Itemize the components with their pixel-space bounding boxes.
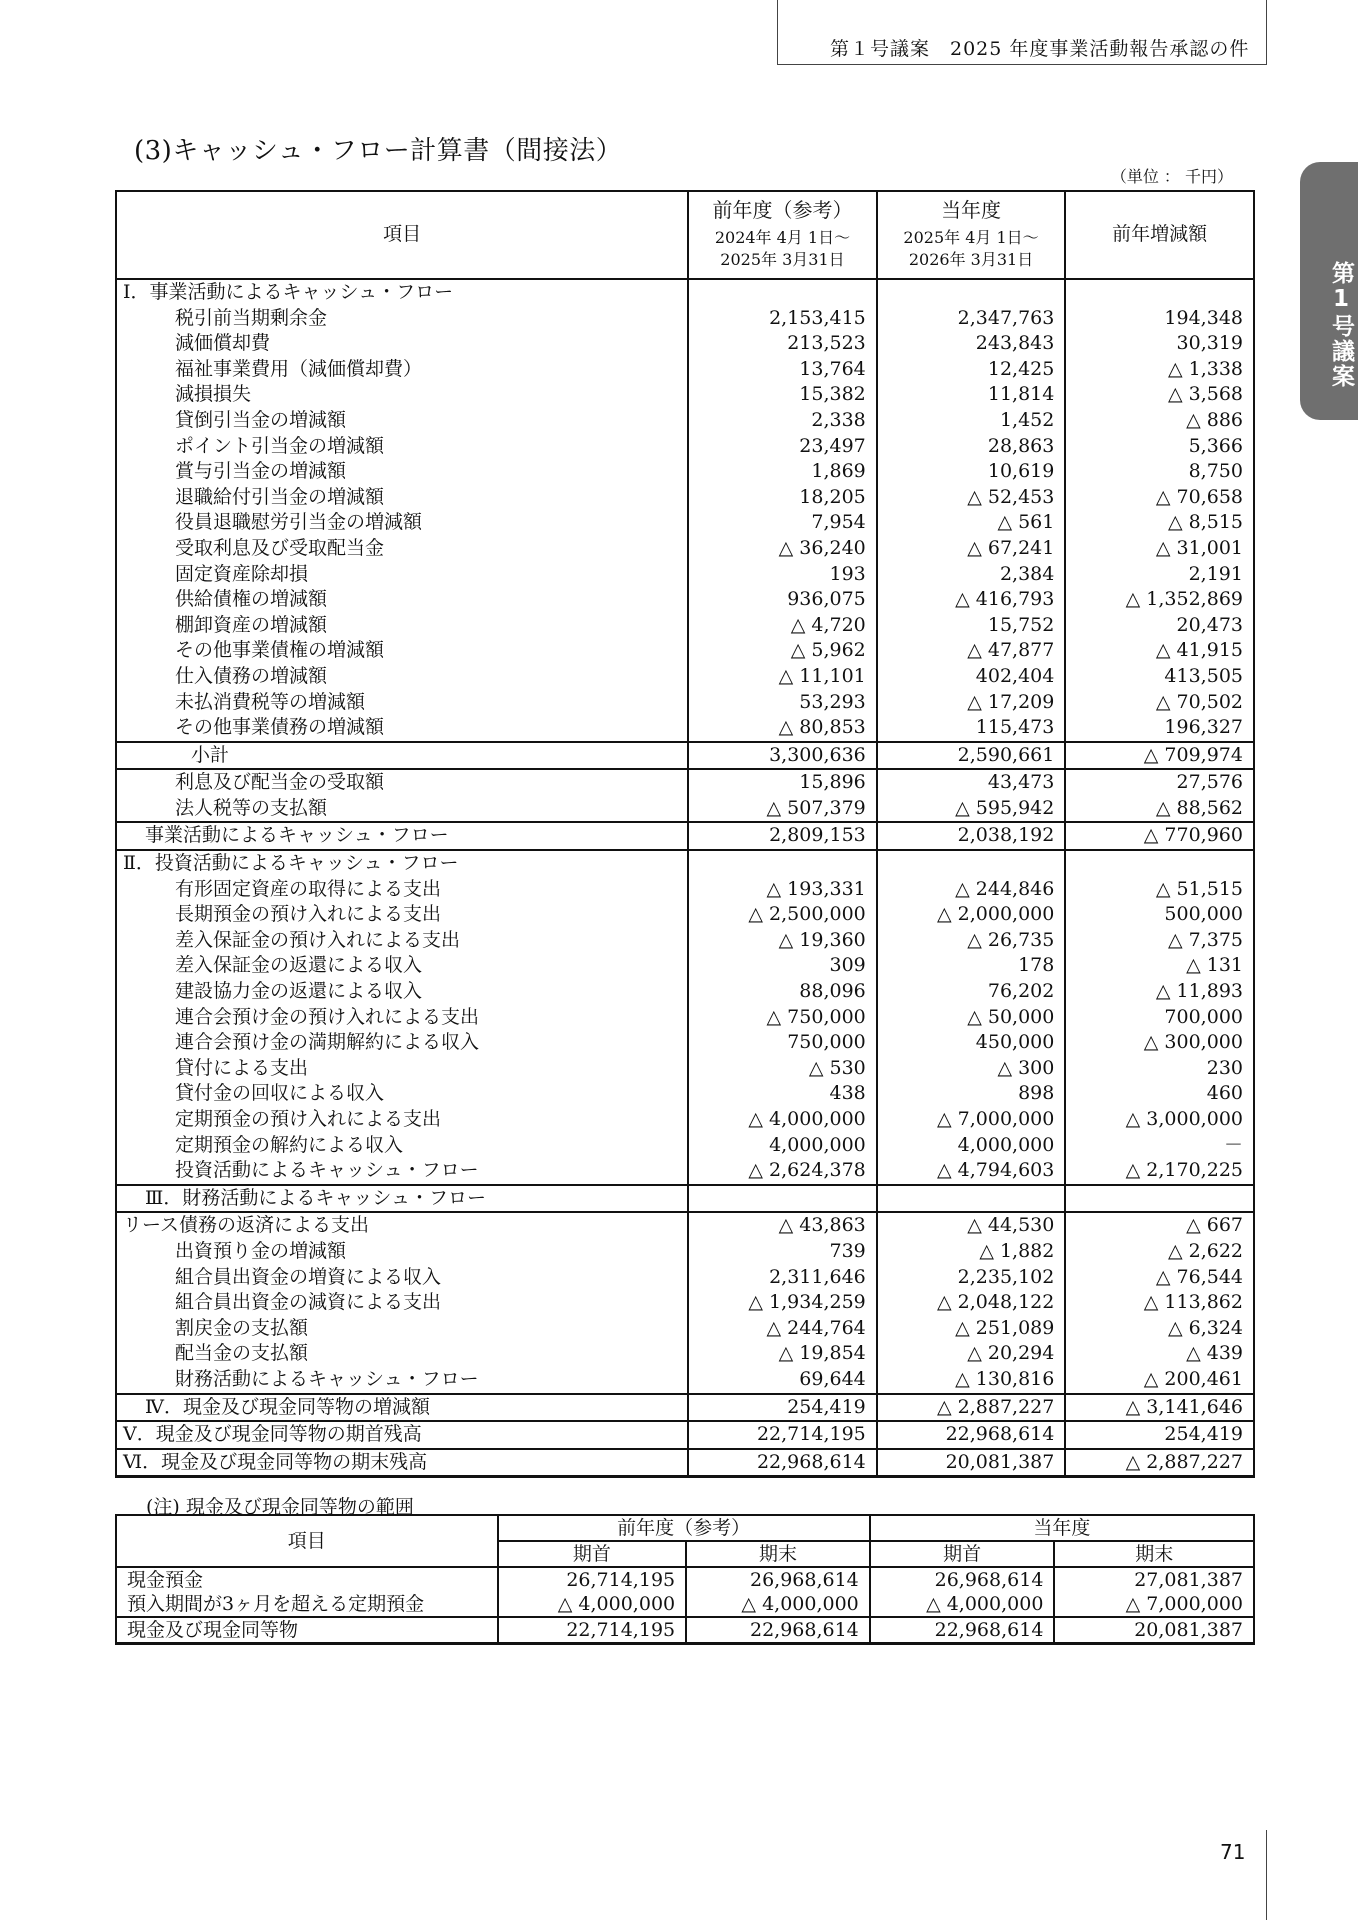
row-value-diff xyxy=(1065,279,1254,306)
row-value-prev xyxy=(688,1185,877,1213)
row-label: 有形固定資産の取得による支出 xyxy=(116,877,688,903)
row-value-prev: 213,523 xyxy=(688,331,877,357)
row-value-curr: △ 2,887,227 xyxy=(877,1394,1066,1422)
row-label: 貸付による支出 xyxy=(116,1056,688,1082)
row-value-curr: 2,235,102 xyxy=(877,1265,1066,1291)
row-value-diff: △ 770,960 xyxy=(1065,822,1254,850)
row-value-curr: 4,000,000 xyxy=(877,1133,1066,1159)
row-value-prev: 739 xyxy=(688,1239,877,1265)
row-value-diff: △ 76,544 xyxy=(1065,1265,1254,1291)
row-value-prev: △ 19,360 xyxy=(688,928,877,954)
row-value-diff: △ 300,000 xyxy=(1065,1030,1254,1056)
row-label: 賞与引当金の増減額 xyxy=(116,459,688,485)
row-label: 小計 xyxy=(116,742,688,770)
cash-flow-body xyxy=(116,279,1254,1477)
row-value-curr: △ 1,882 xyxy=(877,1239,1066,1265)
row-value-diff xyxy=(1065,1185,1254,1213)
note-row xyxy=(116,1617,1254,1644)
row-value-curr: △ 4,794,603 xyxy=(877,1158,1066,1185)
row-value-diff: △ 886 xyxy=(1065,408,1254,434)
row-value-diff: 254,419 xyxy=(1065,1421,1254,1449)
note-value-curr-begin: 26,968,614 xyxy=(870,1567,1055,1592)
row-value-diff: 196,327 xyxy=(1065,715,1254,742)
note-value-curr-end: 20,081,387 xyxy=(1054,1617,1254,1644)
table-row xyxy=(116,664,1254,690)
table-row xyxy=(116,902,1254,928)
row-value-prev: 936,075 xyxy=(688,587,877,613)
row-value-diff: 5,366 xyxy=(1065,434,1254,460)
row-value-diff: △ 200,461 xyxy=(1065,1367,1254,1394)
note-row-label: 預入期間が3ヶ月を超える定期預金 xyxy=(116,1592,498,1617)
row-value-prev: 69,644 xyxy=(688,1367,877,1394)
row-value-curr: 1,452 xyxy=(877,408,1066,434)
row-label: 定期預金の預け入れによる支出 xyxy=(116,1107,688,1133)
row-value-diff: 27,576 xyxy=(1065,769,1254,796)
row-value-diff: △ 6,324 xyxy=(1065,1316,1254,1342)
row-value-prev: 309 xyxy=(688,953,877,979)
row-value-diff: △ 70,502 xyxy=(1065,690,1254,716)
table-row xyxy=(116,382,1254,408)
row-value-curr: △ 52,453 xyxy=(877,485,1066,511)
note-value-prev-begin: △ 4,000,000 xyxy=(498,1592,687,1617)
row-value-curr xyxy=(877,1185,1066,1213)
table-row xyxy=(116,1265,1254,1291)
note-header-curr-end: 期末 xyxy=(1054,1541,1254,1567)
note-header-curr: 当年度 xyxy=(870,1515,1254,1541)
row-value-diff: △ 3,568 xyxy=(1065,382,1254,408)
row-value-diff: △ 41,915 xyxy=(1065,638,1254,664)
note-value-prev-end: △ 4,000,000 xyxy=(686,1592,870,1617)
row-value-curr: 22,968,614 xyxy=(877,1421,1066,1449)
note-value-prev-end: 26,968,614 xyxy=(686,1567,870,1592)
row-value-prev: △ 193,331 xyxy=(688,877,877,903)
table-row xyxy=(116,331,1254,357)
table-row xyxy=(116,1421,1254,1449)
table-row xyxy=(116,1394,1254,1422)
table-row xyxy=(116,1081,1254,1107)
row-value-prev: △ 1,934,259 xyxy=(688,1290,877,1316)
row-value-curr: 115,473 xyxy=(877,715,1066,742)
table-row xyxy=(116,1316,1254,1342)
row-value-prev: 750,000 xyxy=(688,1030,877,1056)
row-label: Ⅳ．現金及び現金同等物の増減額 xyxy=(116,1394,688,1422)
prev-period-start: 2024年 4月 1日～ xyxy=(714,227,851,247)
row-value-diff: △ 8,515 xyxy=(1065,510,1254,536)
unit-label: （単位 ： 千円） xyxy=(1110,167,1233,186)
row-value-prev: △ 2,624,378 xyxy=(688,1158,877,1185)
row-value-curr: 28,863 xyxy=(877,434,1066,460)
table-row xyxy=(116,306,1254,332)
row-value-diff: 413,505 xyxy=(1065,664,1254,690)
row-label: 福祉事業費用（減価償却費） xyxy=(116,357,688,383)
row-label: 投資活動によるキャッシュ・フロー xyxy=(116,1158,688,1185)
row-label: 減価償却費 xyxy=(116,331,688,357)
row-value-curr xyxy=(877,850,1066,877)
row-label: リース債務の返済による支出 xyxy=(116,1212,688,1239)
header-diff: 前年増減額 xyxy=(1065,191,1254,279)
note-value-curr-begin: △ 4,000,000 xyxy=(870,1592,1055,1617)
row-label: 連合会預け金の満期解約による収入 xyxy=(116,1030,688,1056)
row-value-curr: 178 xyxy=(877,953,1066,979)
row-value-prev: △ 530 xyxy=(688,1056,877,1082)
row-value-curr: 2,038,192 xyxy=(877,822,1066,850)
row-value-curr: 898 xyxy=(877,1081,1066,1107)
note-row-label: 現金預金 xyxy=(116,1567,498,1592)
row-label: 財務活動によるキャッシュ・フロー xyxy=(116,1367,688,1394)
row-label: 定期預金の解約による収入 xyxy=(116,1133,688,1159)
row-value-curr: △ 561 xyxy=(877,510,1066,536)
row-value-diff: △ 70,658 xyxy=(1065,485,1254,511)
row-value-curr: 15,752 xyxy=(877,613,1066,639)
header-prev xyxy=(688,191,877,226)
header-prev-period xyxy=(688,226,877,279)
table-row xyxy=(116,850,1254,877)
row-label: その他事業債権の増減額 xyxy=(116,638,688,664)
note-body xyxy=(116,1567,1254,1644)
table-row xyxy=(116,357,1254,383)
row-label: 貸付金の回収による収入 xyxy=(116,1081,688,1107)
row-value-curr: 11,814 xyxy=(877,382,1066,408)
table-row xyxy=(116,769,1254,796)
table-row xyxy=(116,1005,1254,1031)
row-value-curr: 20,081,387 xyxy=(877,1449,1066,1477)
note-value-prev-end: 22,968,614 xyxy=(686,1617,870,1644)
row-label: ポイント引当金の増減額 xyxy=(116,434,688,460)
row-value-diff: △ 3,141,646 xyxy=(1065,1394,1254,1422)
row-value-curr: 12,425 xyxy=(877,357,1066,383)
row-label: 配当金の支払額 xyxy=(116,1341,688,1367)
row-value-curr: 76,202 xyxy=(877,979,1066,1005)
table-row xyxy=(116,1367,1254,1394)
cash-equivalents-table xyxy=(115,1514,1255,1645)
row-value-prev: △ 507,379 xyxy=(688,796,877,823)
row-value-curr: 2,384 xyxy=(877,562,1066,588)
table-row xyxy=(116,877,1254,903)
row-label: Ⅱ．投資活動によるキャッシュ・フロー xyxy=(116,850,688,877)
row-value-diff: △ 1,352,869 xyxy=(1065,587,1254,613)
header-curr xyxy=(877,191,1066,226)
note-row xyxy=(116,1567,1254,1592)
note-title: (注) 現金及び現金同等物の範囲 xyxy=(146,1496,414,1518)
row-value-prev: 1,869 xyxy=(688,459,877,485)
row-label: 未払消費税等の増減額 xyxy=(116,690,688,716)
row-value-prev: 15,896 xyxy=(688,769,877,796)
row-value-prev xyxy=(688,279,877,306)
header-curr-period xyxy=(877,226,1066,279)
row-label: 棚卸資産の増減額 xyxy=(116,613,688,639)
row-value-prev: 15,382 xyxy=(688,382,877,408)
row-label: 供給債権の増減額 xyxy=(116,587,688,613)
row-value-diff: △ 51,515 xyxy=(1065,877,1254,903)
row-label: 差入保証金の預け入れによる支出 xyxy=(116,928,688,954)
table-row xyxy=(116,562,1254,588)
row-value-prev: △ 750,000 xyxy=(688,1005,877,1031)
row-value-prev: 2,809,153 xyxy=(688,822,877,850)
note-row xyxy=(116,1592,1254,1617)
table-row xyxy=(116,279,1254,306)
note-header-curr-begin: 期首 xyxy=(870,1541,1055,1567)
curr-period-start: 2025年 4月 1日～ xyxy=(903,227,1039,247)
row-value-prev: △ 4,720 xyxy=(688,613,877,639)
row-label: 連合会預け金の預け入れによる支出 xyxy=(116,1005,688,1031)
row-value-prev: △ 244,764 xyxy=(688,1316,877,1342)
row-value-curr: △ 17,209 xyxy=(877,690,1066,716)
table-row xyxy=(116,408,1254,434)
section-tab: 第1号議案 xyxy=(1300,162,1358,420)
row-value-diff: 194,348 xyxy=(1065,306,1254,332)
row-value-curr: △ 2,000,000 xyxy=(877,902,1066,928)
row-value-curr: △ 2,048,122 xyxy=(877,1290,1066,1316)
table-row xyxy=(116,510,1254,536)
row-value-curr: △ 20,294 xyxy=(877,1341,1066,1367)
row-value-curr: △ 300 xyxy=(877,1056,1066,1082)
cash-flow-table xyxy=(115,190,1255,1478)
row-label: Ⅲ．財務活動によるキャッシュ・フロー xyxy=(116,1185,688,1213)
page-title: (3)キャッシュ・フロー計算書（間接法） xyxy=(134,136,623,166)
table-row xyxy=(116,690,1254,716)
row-label: 退職給付引当金の増減額 xyxy=(116,485,688,511)
row-value-prev: 23,497 xyxy=(688,434,877,460)
row-value-diff: 230 xyxy=(1065,1056,1254,1082)
row-value-prev: △ 4,000,000 xyxy=(688,1107,877,1133)
row-value-diff: △ 2,622 xyxy=(1065,1239,1254,1265)
table-row xyxy=(116,1449,1254,1477)
row-value-diff: △ 113,862 xyxy=(1065,1290,1254,1316)
table-row xyxy=(116,638,1254,664)
row-value-prev: 2,311,646 xyxy=(688,1265,877,1291)
row-value-diff: △ 88,562 xyxy=(1065,796,1254,823)
row-value-curr: △ 7,000,000 xyxy=(877,1107,1066,1133)
table-row xyxy=(116,434,1254,460)
row-value-diff: 20,473 xyxy=(1065,613,1254,639)
row-value-prev xyxy=(688,850,877,877)
row-value-curr: 243,843 xyxy=(877,331,1066,357)
row-value-diff: 2,191 xyxy=(1065,562,1254,588)
row-value-curr: △ 44,530 xyxy=(877,1212,1066,1239)
header-divider-right xyxy=(1266,0,1267,64)
row-label: 仕入債務の増減額 xyxy=(116,664,688,690)
note-header-prev: 前年度（参考） xyxy=(498,1515,870,1541)
row-value-prev: △ 36,240 xyxy=(688,536,877,562)
table-row xyxy=(116,1056,1254,1082)
row-value-prev: 18,205 xyxy=(688,485,877,511)
row-value-curr: △ 244,846 xyxy=(877,877,1066,903)
table-row xyxy=(116,485,1254,511)
row-label: 出資預り金の増減額 xyxy=(116,1239,688,1265)
running-header: 第１号議案 2025 年度事業活動報告承認の件 xyxy=(830,38,1250,60)
row-label: 税引前当期剰余金 xyxy=(116,306,688,332)
row-value-curr: 10,619 xyxy=(877,459,1066,485)
row-value-prev: 22,714,195 xyxy=(688,1421,877,1449)
row-value-prev: △ 80,853 xyxy=(688,715,877,742)
note-value-prev-begin: 22,714,195 xyxy=(498,1617,687,1644)
row-label: その他事業債務の増減額 xyxy=(116,715,688,742)
row-value-diff: 460 xyxy=(1065,1081,1254,1107)
row-value-curr: 2,590,661 xyxy=(877,742,1066,770)
row-value-diff xyxy=(1065,850,1254,877)
row-value-prev: 88,096 xyxy=(688,979,877,1005)
row-label: 固定資産除却損 xyxy=(116,562,688,588)
table-row xyxy=(116,587,1254,613)
row-value-curr: 402,404 xyxy=(877,664,1066,690)
row-value-prev: 22,968,614 xyxy=(688,1449,877,1477)
row-value-prev: △ 43,863 xyxy=(688,1212,877,1239)
row-label: 貸倒引当金の増減額 xyxy=(116,408,688,434)
row-value-curr: △ 251,089 xyxy=(877,1316,1066,1342)
row-value-prev: 3,300,636 xyxy=(688,742,877,770)
row-value-diff: － xyxy=(1065,1133,1254,1159)
table-row xyxy=(116,1185,1254,1213)
header-curr-label: 当年度 xyxy=(941,197,1002,222)
row-value-diff: △ 11,893 xyxy=(1065,979,1254,1005)
table-row xyxy=(116,1290,1254,1316)
row-value-diff: 30,319 xyxy=(1065,331,1254,357)
table-row xyxy=(116,796,1254,823)
note-value-curr-begin: 22,968,614 xyxy=(870,1617,1055,1644)
row-value-diff: △ 31,001 xyxy=(1065,536,1254,562)
row-value-prev: 193 xyxy=(688,562,877,588)
row-value-prev: 13,764 xyxy=(688,357,877,383)
row-label: Ⅰ．事業活動によるキャッシュ・フロー xyxy=(116,279,688,306)
row-value-prev: 2,338 xyxy=(688,408,877,434)
row-value-prev: 2,153,415 xyxy=(688,306,877,332)
row-value-prev: 4,000,000 xyxy=(688,1133,877,1159)
table-row xyxy=(116,822,1254,850)
table-row xyxy=(116,979,1254,1005)
header-prev-label: 前年度（参考） xyxy=(712,197,853,222)
note-header-item: 項目 xyxy=(116,1515,498,1567)
table-row xyxy=(116,1212,1254,1239)
row-value-curr: 2,347,763 xyxy=(877,306,1066,332)
note-header-prev-begin: 期首 xyxy=(498,1541,687,1567)
row-value-prev: 438 xyxy=(688,1081,877,1107)
header-item: 項目 xyxy=(116,191,688,279)
table-row xyxy=(116,1030,1254,1056)
row-value-prev: 254,419 xyxy=(688,1394,877,1422)
table-row xyxy=(116,953,1254,979)
row-value-diff: △ 1,338 xyxy=(1065,357,1254,383)
header-divider-left xyxy=(777,0,778,64)
row-value-curr: △ 130,816 xyxy=(877,1367,1066,1394)
row-value-prev: △ 5,962 xyxy=(688,638,877,664)
table-row xyxy=(116,1107,1254,1133)
footer-divider xyxy=(1266,1830,1267,1920)
note-value-curr-end: 27,081,387 xyxy=(1054,1567,1254,1592)
row-value-curr: △ 416,793 xyxy=(877,587,1066,613)
table-row xyxy=(116,715,1254,742)
row-value-curr: △ 47,877 xyxy=(877,638,1066,664)
row-value-diff: △ 131 xyxy=(1065,953,1254,979)
row-value-diff: △ 439 xyxy=(1065,1341,1254,1367)
row-label: 法人税等の支払額 xyxy=(116,796,688,823)
row-value-diff: △ 2,887,227 xyxy=(1065,1449,1254,1477)
row-value-curr: △ 595,942 xyxy=(877,796,1066,823)
row-value-curr: 43,473 xyxy=(877,769,1066,796)
table-row xyxy=(116,742,1254,770)
row-label: 利息及び配当金の受取額 xyxy=(116,769,688,796)
row-label: 組合員出資金の減資による支出 xyxy=(116,1290,688,1316)
row-value-curr: △ 26,735 xyxy=(877,928,1066,954)
row-value-prev: △ 2,500,000 xyxy=(688,902,877,928)
row-value-curr xyxy=(877,279,1066,306)
row-value-diff: 8,750 xyxy=(1065,459,1254,485)
row-value-diff: 700,000 xyxy=(1065,1005,1254,1031)
prev-period-end: 2025年 3月31日 xyxy=(720,249,845,269)
row-value-prev: △ 11,101 xyxy=(688,664,877,690)
row-label: 差入保証金の返還による収入 xyxy=(116,953,688,979)
row-value-curr: 450,000 xyxy=(877,1030,1066,1056)
row-value-prev: 7,954 xyxy=(688,510,877,536)
row-value-diff: △ 667 xyxy=(1065,1212,1254,1239)
row-value-diff: △ 3,000,000 xyxy=(1065,1107,1254,1133)
row-label: 組合員出資金の増資による収入 xyxy=(116,1265,688,1291)
header-underline xyxy=(777,64,1267,65)
note-value-prev-begin: 26,714,195 xyxy=(498,1567,687,1592)
row-label: 役員退職慰労引当金の増減額 xyxy=(116,510,688,536)
table-row xyxy=(116,536,1254,562)
row-value-prev: 53,293 xyxy=(688,690,877,716)
row-value-curr: △ 67,241 xyxy=(877,536,1066,562)
table-row xyxy=(116,1158,1254,1185)
table-row xyxy=(116,1341,1254,1367)
row-label: 減損損失 xyxy=(116,382,688,408)
table-row xyxy=(116,928,1254,954)
row-value-diff: 500,000 xyxy=(1065,902,1254,928)
note-header-prev-end: 期末 xyxy=(686,1541,870,1567)
row-value-prev: △ 19,854 xyxy=(688,1341,877,1367)
table-row xyxy=(116,613,1254,639)
row-label: 事業活動によるキャッシュ・フロー xyxy=(116,822,688,850)
note-value-curr-end: △ 7,000,000 xyxy=(1054,1592,1254,1617)
page-number: 71 xyxy=(1220,1840,1246,1864)
row-label: Ⅴ．現金及び現金同等物の期首残高 xyxy=(116,1421,688,1449)
table-row xyxy=(116,1239,1254,1265)
table-row xyxy=(116,459,1254,485)
row-label: 長期預金の預け入れによる支出 xyxy=(116,902,688,928)
row-label: Ⅵ．現金及び現金同等物の期末残高 xyxy=(116,1449,688,1477)
row-label: 受取利息及び受取配当金 xyxy=(116,536,688,562)
curr-period-end: 2026年 3月31日 xyxy=(908,249,1034,269)
row-value-diff: △ 709,974 xyxy=(1065,742,1254,770)
row-label: 建設協力金の返還による収入 xyxy=(116,979,688,1005)
row-label: 割戻金の支払額 xyxy=(116,1316,688,1342)
row-value-curr: △ 50,000 xyxy=(877,1005,1066,1031)
row-value-diff: △ 2,170,225 xyxy=(1065,1158,1254,1185)
table-row xyxy=(116,1133,1254,1159)
note-row-label: 現金及び現金同等物 xyxy=(116,1617,498,1644)
row-value-diff: △ 7,375 xyxy=(1065,928,1254,954)
